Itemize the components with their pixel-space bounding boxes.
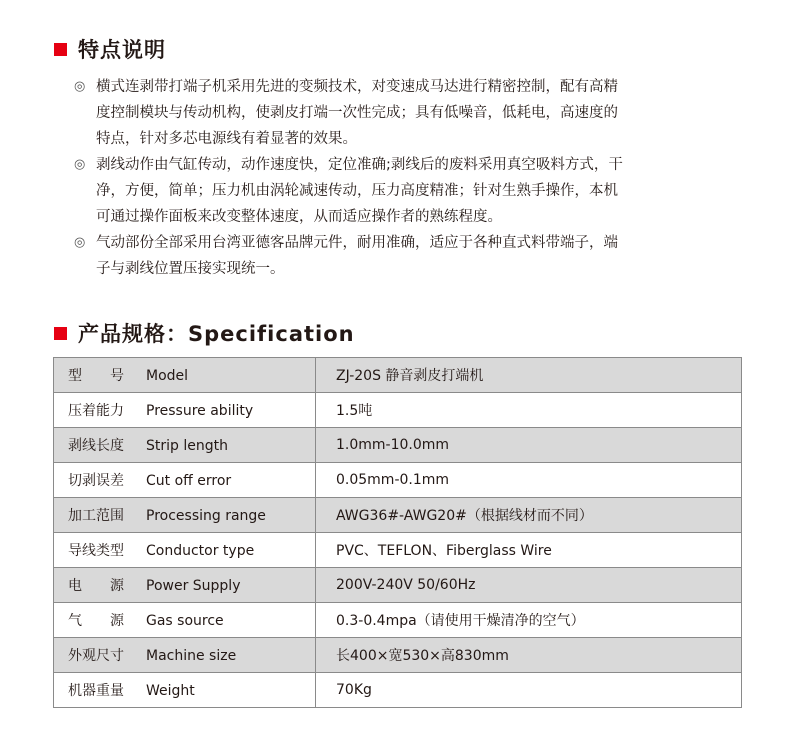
red-square-icon <box>54 327 67 340</box>
spec-label-cell <box>54 533 316 568</box>
spec-label-zh: 剥线长度 <box>68 438 124 454</box>
table-row <box>54 603 742 638</box>
spec-label-cell <box>54 673 316 708</box>
spec-label-cell <box>54 358 316 393</box>
spec-label-en: Gas source <box>146 613 224 629</box>
spec-value: 70Kg <box>316 673 742 708</box>
table-row <box>54 358 742 393</box>
feature-item-1 <box>74 74 740 152</box>
spec-value: 1.0mm-10.0mm <box>316 428 742 463</box>
spec-label-cell <box>54 428 316 463</box>
spec-label-cell <box>54 393 316 428</box>
spec-label-cell <box>54 638 316 673</box>
circle-bullet-icon: ◎ <box>74 79 86 94</box>
spec-value: AWG36#-AWG20#（根据线材而不同） <box>316 498 742 533</box>
feature-line: 度控制模块与传动机构，使剥皮打端一次性完成；具有低噪音，低耗电，高速度的 <box>96 105 618 121</box>
spec-label-zh: 切剥误差 <box>68 473 124 489</box>
spec-label-cell <box>54 568 316 603</box>
spec-value: 200V-240V 50/60Hz <box>316 568 742 603</box>
spec-label-en: Conductor type <box>146 543 255 559</box>
spec-label-en: Weight <box>146 683 195 699</box>
feature-line: 子与剥线位置压接实现统一。 <box>96 261 285 277</box>
circle-bullet-icon: ◎ <box>74 157 86 172</box>
spec-label-zh: 气 源 <box>68 613 124 629</box>
spec-label-zh: 压着能力 <box>68 403 124 419</box>
table-row <box>54 638 742 673</box>
spec-label-en: Machine size <box>146 648 237 664</box>
feature-item-3 <box>74 230 740 282</box>
red-square-icon <box>54 43 67 56</box>
table-row <box>54 568 742 603</box>
spec-label-zh: 机器重量 <box>68 683 124 699</box>
spec-label-cell <box>54 498 316 533</box>
spec-label-cell <box>54 463 316 498</box>
spec-label-zh: 电 源 <box>68 578 124 594</box>
spec-value: 0.3-0.4mpa（请使用干燥清净的空气） <box>316 603 742 638</box>
spec-label-zh: 导线类型 <box>68 543 124 559</box>
feature-line: 特点，针对多芯电源线有着显著的效果。 <box>96 131 357 147</box>
features-heading <box>54 34 166 64</box>
feature-line: 剥线动作由气缸传动，动作速度快，定位准确;剥线后的废料采用真空吸料方式，干 <box>96 157 623 173</box>
spec-heading <box>54 318 355 348</box>
feature-item-2 <box>74 152 740 230</box>
spec-value: 0.05mm-0.1mm <box>316 463 742 498</box>
spec-label-en: Strip length <box>146 438 228 454</box>
spec-value: PVC、TEFLON、Fiberglass Wire <box>316 533 742 568</box>
spec-label-en: Processing range <box>146 508 266 524</box>
spec-title: 产品规格：Specification <box>78 322 355 346</box>
table-row <box>54 428 742 463</box>
spec-label-en: Power Supply <box>146 578 241 594</box>
feature-line: 横式连剥带打端子机采用先进的变频技术，对变速成马达进行精密控制，配有高精 <box>96 79 618 95</box>
spec-label-zh: 型 号 <box>68 368 124 384</box>
table-row <box>54 393 742 428</box>
circle-bullet-icon: ◎ <box>74 235 86 250</box>
table-row <box>54 533 742 568</box>
features-list <box>74 74 740 282</box>
spec-label-cell <box>54 603 316 638</box>
spec-table <box>53 357 742 708</box>
table-row <box>54 498 742 533</box>
spec-value: ZJ-20S 静音剥皮打端机 <box>316 358 742 393</box>
spec-label-zh: 加工范围 <box>68 508 124 524</box>
spec-label-en: Model <box>146 368 189 384</box>
table-row <box>54 673 742 708</box>
feature-line: 气动部份全部采用台湾亚德客品牌元件，耐用准确，适应于各种直式料带端子，端 <box>96 235 618 251</box>
spec-value: 1.5吨 <box>316 393 742 428</box>
spec-label-en: Cut off error <box>146 473 232 489</box>
spec-value: 长400×宽530×高830mm <box>316 638 742 673</box>
feature-line: 净，方便，简单；压力机由涡轮减速传动，压力高度精准；针对生熟手操作，本机 <box>96 183 618 199</box>
feature-line: 可通过操作面板来改变整体速度，从而适应操作者的熟练程度。 <box>96 209 502 225</box>
features-title: 特点说明 <box>78 38 166 62</box>
spec-label-en: Pressure ability <box>146 403 254 419</box>
spec-label-zh: 外观尺寸 <box>68 648 124 664</box>
table-row <box>54 463 742 498</box>
